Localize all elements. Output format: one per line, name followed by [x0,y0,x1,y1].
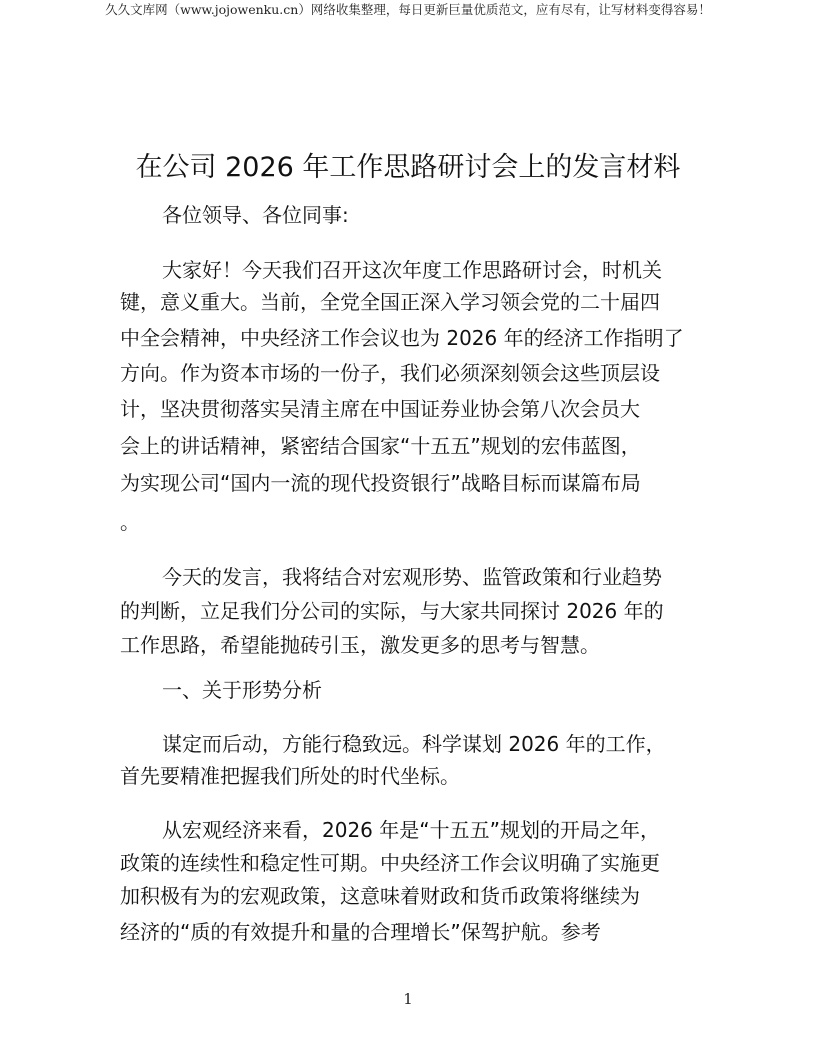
paragraph-1-line-5: 计，坚决贯彻落实吴清主席在中国证券业协会第八次会员大 [120,397,640,421]
paragraph-4-line-1: 从宏观经济来看，2026 年是“十五五”规划的开局之年， [162,818,660,842]
paragraph-2-line-3: 工作思路，希望能抛砖引玉，激发更多的思考与智慧。 [120,633,600,657]
document-title: 在公司 2026 年工作思路研讨会上的发言材料 [135,152,681,183]
source-header-note: 久久文库网（www.jojowenku.cn）网络收集整理，每日更新巨量优质范文，应有尽有，让写材料变得容易！ [105,2,711,17]
paragraph-1-line-4: 方向。作为资本市场的一份子，我们必须深刻领会这些顶层设 [120,361,660,385]
paragraph-4-line-4: 经济的“质的有效提升和量的合理增长”保驾护航。参考 [120,920,601,944]
paragraph-3-line-1: 谋定而后动，方能行稳致远。科学谋划 2026 年的工作， [162,732,666,756]
page-number: 1 [403,990,413,1008]
salutation: 各位领导、各位同事: [162,203,349,227]
paragraph-1-line-8: 。 [120,510,140,534]
paragraph-4-line-3: 加积极有为的宏观政策，这意味着财政和货币政策将继续为 [120,884,640,908]
paragraph-4-line-2: 政策的连续性和稳定性可期。中央经济工作会议明确了实施更 [120,851,660,875]
paragraph-1-line-7: 为实现公司“国内一流的现代投资银行”战略目标而谋篇布局 [120,471,641,495]
paragraph-3-line-2: 首先要精准把握我们所处的时代坐标。 [120,764,460,788]
paragraph-1-line-1: 大家好！今天我们召开这次年度工作思路研讨会，时机关 [162,258,662,282]
paragraph-1-line-6: 会上的讲话精神，紧密结合国家“十五五”规划的宏伟蓝图， [120,434,641,458]
paragraph-1-line-2: 键，意义重大。当前，全党全国正深入学习领会党的二十届四 [120,290,660,314]
paragraph-1-line-3: 中全会精神，中央经济工作会议也为 2026 年的经济工作指明了 [120,326,684,350]
section-1-heading: 一、关于形势分析 [162,678,322,702]
paragraph-2-line-2: 的判断，立足我们分公司的实际，与大家共同探讨 2026 年的 [120,599,664,623]
paragraph-2-line-1: 今天的发言，我将结合对宏观形势、监管政策和行业趋势 [162,565,662,589]
